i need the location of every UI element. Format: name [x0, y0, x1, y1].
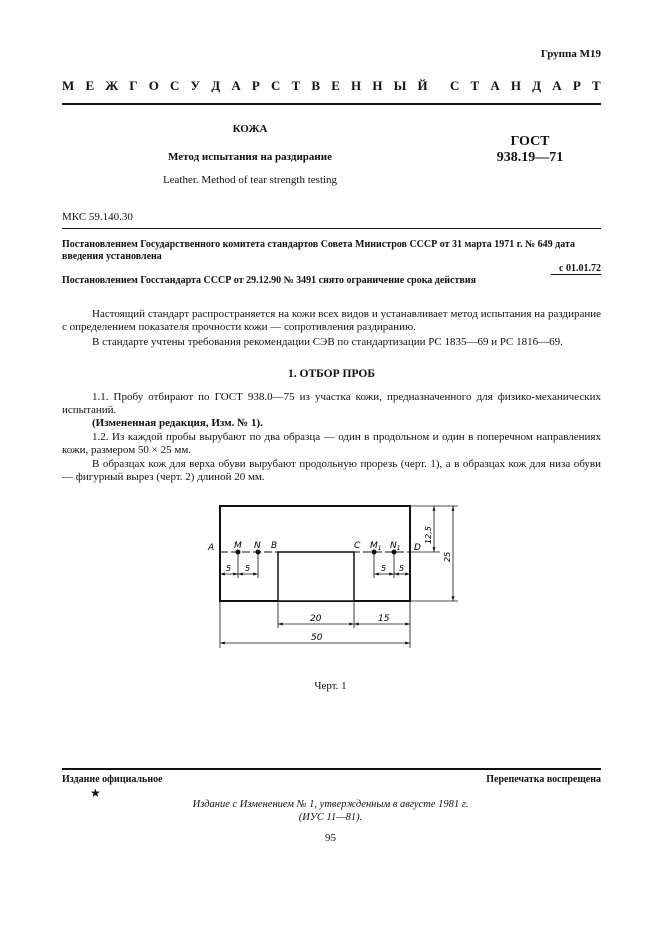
heading-letter: Ы [393, 78, 407, 93]
heading-letter: Т [591, 78, 601, 93]
document-subtitle: Метод испытания на раздирание [168, 151, 332, 163]
dim-5-left-2: 5 [245, 564, 251, 573]
heading-letter: Т [470, 78, 480, 93]
paragraph-cut: В образцах кож для верха обуви вырубают продольную прорезь (черт. 1), а в образцах кож для низа обуви — фигурный вырез (черт. 2) длиной 20 мм. [62, 458, 601, 483]
heading-letter: С [271, 78, 281, 93]
edition-line-1: Издание с Изменением № 1, утвержденным в августе 1981 г. [192, 799, 469, 810]
section-heading: 1. ОТБОР ПРОБ [288, 368, 375, 380]
dim-12-5: 12,5 [424, 526, 433, 544]
heading-letter: Е [331, 78, 340, 93]
label-c: C [354, 541, 361, 551]
dim-5-right-2: 5 [399, 564, 405, 573]
heading-letter: Д [211, 78, 221, 93]
heading-letter: А [490, 78, 500, 93]
heading-letter: Г [129, 78, 138, 93]
heading-letter: Ж [105, 78, 119, 93]
introduction-date: с 01.01.72 [559, 263, 601, 274]
heading-letter: Н [351, 78, 362, 93]
paragraph-1-1: 1.1. Пробу отбирают по ГОСТ 938.0—75 из участка кожи, предназначенного для физико-механических испытаний. [62, 391, 601, 416]
mks-rule [62, 228, 601, 229]
dim-5-left-1: 5 [226, 564, 232, 573]
paragraph-1-2: 1.2. Из каждой пробы вырубают по два образца — один в продольном и один в поперечном направлениях кожи, размером 50 × 25 мм. [62, 431, 601, 456]
star-icon: ★ [90, 786, 101, 800]
heading-letter: Е [85, 78, 95, 93]
gost-number: 938.19—71 [496, 150, 564, 165]
heading-letter: А [231, 78, 241, 93]
label-n1: $N_1$ [390, 541, 401, 552]
heading-letter: У [190, 78, 201, 93]
label-a: A [208, 543, 215, 553]
dim-50: 50 [311, 633, 323, 643]
heading-letter: Т [291, 78, 301, 93]
official-edition: Издание официальное [62, 774, 163, 785]
label-m1: $M_1$ [370, 541, 382, 552]
group-code: Группа М19 [540, 48, 601, 60]
decree-introduction: Постановлением Государственного комитета стандартов Совета Министров СССР от 31 марта 1971 г. № 649 дата введения установлена [62, 239, 576, 262]
heading-letter: О [148, 78, 159, 93]
edition-line-2: (ИУС 11—81). [298, 812, 363, 823]
page-number: 95 [325, 832, 336, 844]
heading-letter: Н [372, 78, 383, 93]
header-rule [62, 103, 601, 105]
heading-letter: Р [572, 78, 581, 93]
dim-15: 15 [378, 614, 390, 624]
decree-validity: Постановлением Госстандарта СССР от 29.12.90 № 3491 снято ограничение срока действия [62, 275, 476, 286]
paragraph-scope: Настоящий стандарт распространяется на кожи всех видов и устанавливает метод испытания на раздирание с определением показателя прочности кожи — сопротивления раздиранию. [62, 308, 601, 333]
heading-letter: А [552, 78, 562, 93]
gost-label: ГОСТ [510, 134, 550, 149]
dim-5-right-1: 5 [381, 564, 387, 573]
figure-caption: Черт. 1 [314, 680, 347, 692]
label-m: M [234, 541, 242, 551]
document-title: КОЖА [232, 123, 268, 135]
heading-letter: Р [251, 78, 260, 93]
footer-rule [62, 768, 601, 770]
paragraph-sev: В стандарте учтены требования рекомендации СЭВ по стандартизации PC 1835—69 и PC 1816—69. [92, 336, 563, 348]
label-d: D [414, 543, 421, 553]
heading-letter: В [311, 78, 321, 93]
specimen-drawing [0, 490, 661, 660]
mks-code: МКС 59.140.30 [62, 211, 133, 223]
heading-letter: Д [532, 78, 542, 93]
heading-letter: Й [417, 78, 428, 93]
heading-letter: М [62, 78, 75, 93]
label-n: N [254, 541, 261, 551]
heading-letter: С [170, 78, 180, 93]
heading-letter: Н [510, 78, 522, 93]
dim-20: 20 [310, 614, 322, 624]
document-title-english: Leather. Method of tear strength testing [162, 174, 338, 186]
heading-letter: С [449, 78, 460, 93]
reprint-prohibited: Перепечатка воспрещена [486, 774, 601, 785]
label-b: B [271, 541, 278, 551]
gost-designation [470, 134, 590, 166]
interstate-standard-heading [62, 78, 601, 94]
edition-note [0, 798, 661, 824]
cut-slot [278, 552, 354, 601]
dim-25: 25 [443, 551, 452, 562]
paragraph-1-1-note: (Измененная редакция, Изм. № 1). [92, 417, 263, 429]
